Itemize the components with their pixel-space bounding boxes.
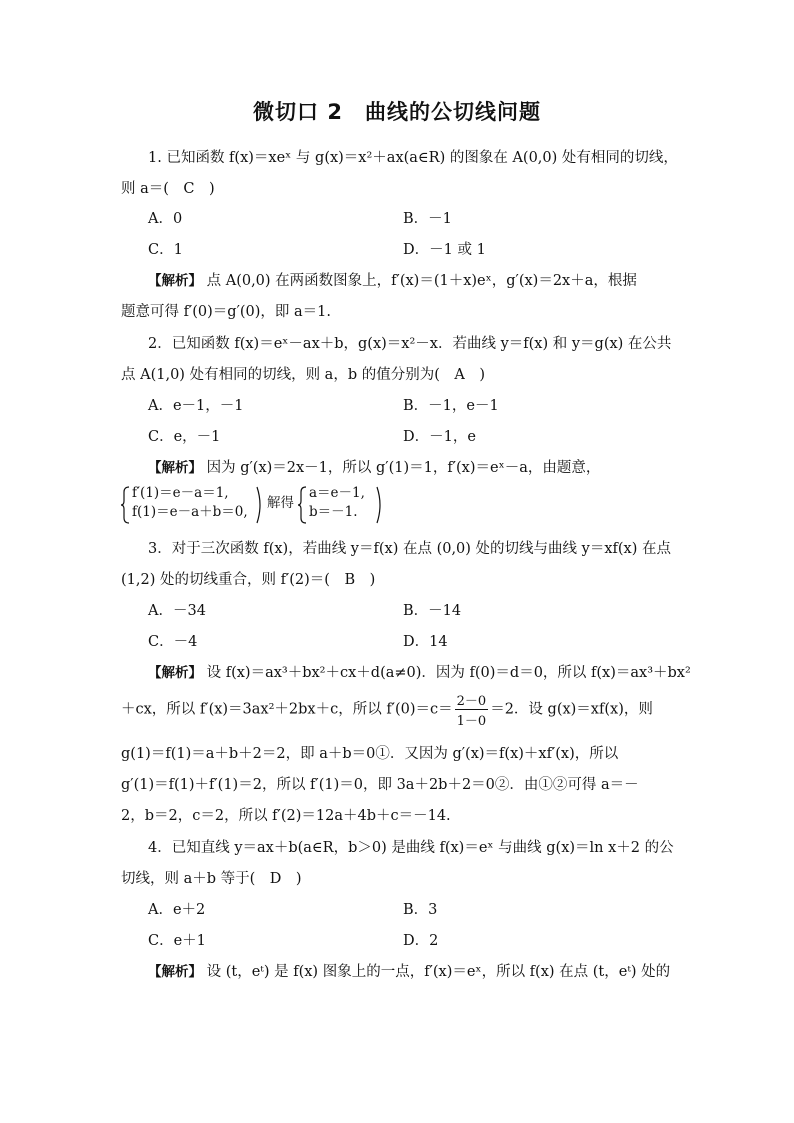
q3-option-a: A．－34 xyxy=(148,603,206,619)
q3-solution-line5: 2，b＝2，c＝2，所以 f′(2)＝12a＋4b＋c＝－14. xyxy=(121,808,451,824)
q2-system-eq1: f′(1)＝e－a＝1, xyxy=(132,485,229,501)
q3-solution-line2 xyxy=(121,690,653,729)
q2-system-left xyxy=(132,484,248,522)
q2-system-right xyxy=(309,484,365,522)
q2-option-b: B．－1，e－1 xyxy=(403,398,499,414)
q3-fraction-numerator: 2－0 xyxy=(455,690,489,710)
solution-tag: 【解析】 xyxy=(148,460,202,476)
q1-solution-line2: 题意可得 f′(0)＝g′(0)，即 a＝1. xyxy=(121,304,332,320)
right-paren-icon xyxy=(376,486,384,524)
q3-stem-line2: (1,2) 处的切线重合，则 f′(2)＝( B ) xyxy=(121,572,376,588)
q3-solution-text2b: ＝2．设 g(x)＝xf(x)，则 xyxy=(490,701,653,718)
q2-system-eq2: f(1)＝e－a＋b＝0, xyxy=(132,504,248,520)
q2-system-sol2: b＝－1. xyxy=(309,504,358,520)
q3-option-c: C．－4 xyxy=(148,634,198,650)
q3-solution-text1: 设 f(x)＝ax³＋bx²＋cx＋d(a≠0)．因为 f(0)＝d＝0，所以 f(x)＝ax³＋bx² xyxy=(206,665,691,681)
q3-solution-text2a: ＋cx，所以 f′(x)＝3ax²＋2bx＋c，所以 f′(0)＝c＝ xyxy=(121,701,453,718)
q4-option-b: B．3 xyxy=(403,902,438,918)
left-brace-icon xyxy=(298,486,308,524)
page-title: 微切口 2 曲线的公切线问题 xyxy=(253,100,541,124)
left-brace-icon xyxy=(121,486,131,524)
q3-solution-line4: g′(1)＝f(1)＋f′(1)＝2，所以 f′(1)＝0，即 3a＋2b＋2＝0②．由①②可得 a＝－ xyxy=(121,777,639,793)
q1-option-a: A．0 xyxy=(148,211,183,227)
q3-option-b: B．－14 xyxy=(403,603,462,619)
q1-option-d: D．－1 或 1 xyxy=(403,242,486,258)
q4-option-a: A．e＋2 xyxy=(148,902,206,918)
q3-fraction-denominator: 1－0 xyxy=(456,714,487,729)
solution-tag: 【解析】 xyxy=(148,964,202,980)
q4-stem-line2: 切线，则 a＋b 等于( D ) xyxy=(121,871,302,887)
solution-tag: 【解析】 xyxy=(148,665,202,681)
q2-system-sol1: a＝e－1, xyxy=(309,485,365,501)
q4-option-d: D．2 xyxy=(403,933,439,949)
q3-fraction xyxy=(455,690,489,729)
q3-stem-line1: 3．对于三次函数 f(x)，若曲线 y＝f(x) 在点 (0,0) 处的切线与曲线 y＝xf(x) 在点 xyxy=(148,541,671,557)
q4-solution-text1: 设 (t，eᵗ) 是 f(x) 图象上的一点，f′(x)＝eˣ，所以 f(x) 在点 (t，eᵗ) 处的 xyxy=(206,964,671,980)
right-paren-icon xyxy=(256,486,264,524)
q2-option-a: A．e－1，－1 xyxy=(148,398,244,414)
q4-solution-line1 xyxy=(148,960,670,981)
q1-solution-line1 xyxy=(148,269,637,290)
q1-stem-line1: 1. 已知函数 f(x)＝xeˣ 与 g(x)＝x²＋ax(a∈R) 的图象在 A(0,0) 处有相同的切线， xyxy=(148,150,678,166)
q2-stem-line1: 2．已知函数 f(x)＝eˣ－ax＋b，g(x)＝x²－x．若曲线 y＝f(x) 和 y＝g(x) 在公共 xyxy=(148,336,672,352)
q3-solution-line3: g(1)＝f(1)＝a＋b＋2＝2，即 a＋b＝0①．又因为 g′(x)＝f(x)＋xf′(x)，所以 xyxy=(121,746,619,762)
q2-system-solve-word: 解得 xyxy=(267,495,294,511)
q1-option-b: B．－1 xyxy=(403,211,452,227)
q2-solution-line1 xyxy=(148,456,600,477)
q2-stem-line2: 点 A(1,0) 处有相同的切线，则 a，b 的值分别为( A ) xyxy=(121,367,485,383)
q4-option-c: C．e＋1 xyxy=(148,933,206,949)
q1-solution-text1: 点 A(0,0) 在两函数图象上，f′(x)＝(1＋x)eˣ，g′(x)＝2x＋a，根据 xyxy=(206,273,637,289)
q3-option-d: D．14 xyxy=(403,634,448,650)
q1-stem-line2: 则 a＝( C ) xyxy=(121,181,215,197)
solution-tag: 【解析】 xyxy=(148,273,202,289)
q2-option-d: D．－1，e xyxy=(403,429,476,445)
q1-option-c: C．1 xyxy=(148,242,183,258)
q2-solution-text1: 因为 g′(x)＝2x－1，所以 g′(1)＝1，f′(x)＝eˣ－a，由题意， xyxy=(206,460,601,476)
q4-stem-line1: 4．已知直线 y＝ax＋b(a∈R，b＞0) 是曲线 f(x)＝eˣ 与曲线 g(x)＝ln x＋2 的公 xyxy=(148,840,674,856)
q2-option-c: C．e，－1 xyxy=(148,429,221,445)
q3-solution-line1 xyxy=(148,661,691,682)
